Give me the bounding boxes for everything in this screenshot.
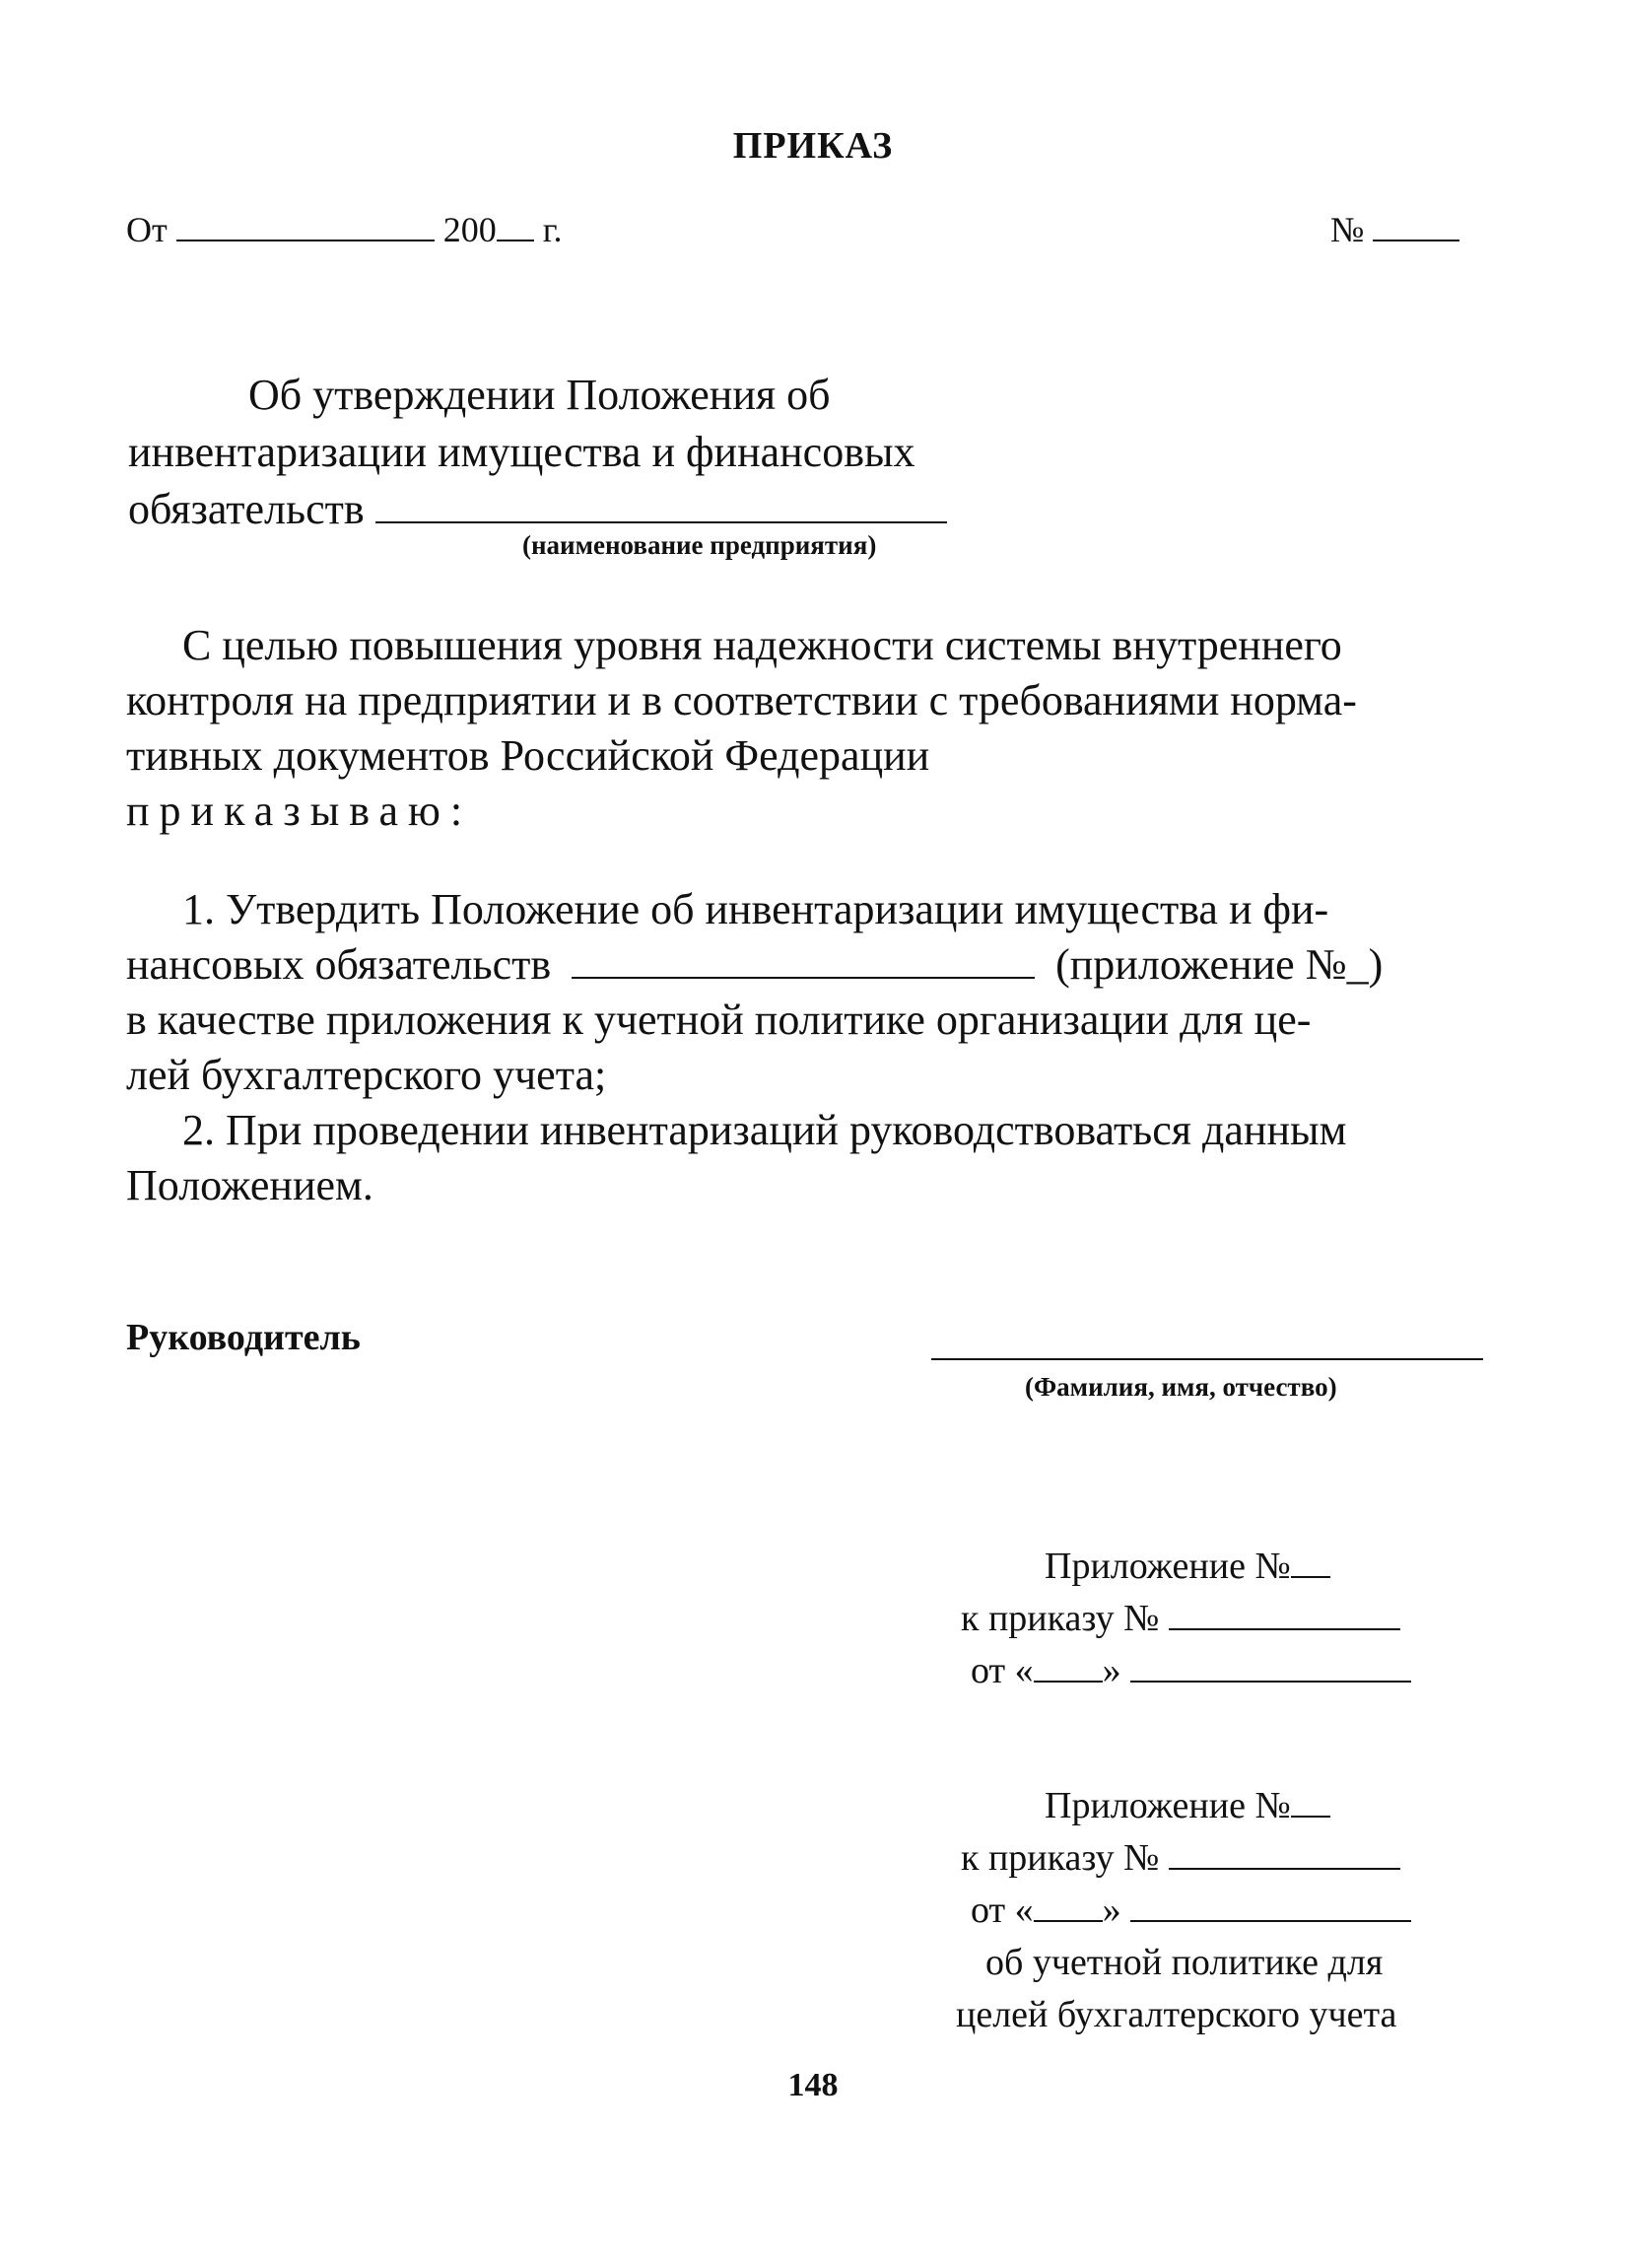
appendix1-title: Приложение № [1045, 1546, 1291, 1587]
intro-line-1: С целью повышения уровня надежности системы внутреннего [182, 621, 1342, 669]
quote-date-blank [1034, 1680, 1103, 1683]
signature-label: Руководитель [126, 1317, 361, 1358]
appendix2-date-text: от « » [971, 1890, 1121, 1931]
number-sign: № [1330, 210, 1365, 249]
appendix1-line-3 [971, 1649, 1411, 1692]
year-suffix: г. [542, 210, 563, 249]
item1-line-2-start: нансовых обязательств [126, 940, 552, 989]
order-number-line [1330, 209, 1459, 250]
appendix1-number-blank [1291, 1575, 1330, 1578]
appendix2-line-3 [971, 1889, 1411, 1932]
order-number-blank [1373, 239, 1459, 241]
appendix1-line-2 [961, 1597, 1400, 1640]
appendix2-number-blank [1291, 1815, 1330, 1818]
intro-line-2: контроля на предприятии и в соответствии с требованиями норма- [126, 676, 1357, 724]
organization-blank [375, 520, 947, 523]
document-title: ПРИКАЗ [732, 125, 894, 167]
appendix1-date-text: от « » [971, 1650, 1121, 1691]
appendix1-order-ref: к приказу № [961, 1598, 1160, 1639]
appendix2-line-5: целей бухгалтерского учета [956, 1994, 1397, 2035]
subject-line-2: инвентаризации имущества и финансовых [128, 428, 915, 476]
item1-line-3: в качестве приложения к учетной политике организации для це- [126, 996, 1312, 1044]
order-word: приказываю: [126, 787, 473, 835]
appendix2-title: Приложение № [1045, 1785, 1291, 1826]
appendix1-line-1 [1045, 1545, 1330, 1588]
intro-line-3: тивных документов Российской Федерации [126, 731, 930, 780]
item1-line-4: лей бухгалтерского учета; [126, 1051, 607, 1099]
year-text: 200 [442, 210, 497, 249]
date-blank [176, 239, 435, 241]
date-prefix: От [126, 210, 168, 249]
appendix2-line-4: об учетной политике для [985, 1942, 1384, 1983]
quote-date-blank [1034, 1919, 1103, 1922]
signature-line [931, 1358, 1483, 1360]
signature-caption: (Фамилия, имя, отчество) [1025, 1372, 1337, 1402]
subject-line-1: Об утверждении Положения об [248, 371, 831, 419]
item1-line-1: 1. Утвердить Положение об инвентаризации имущества и фи- [182, 885, 1329, 933]
page-number: 148 [787, 2067, 839, 2103]
appendix2-line-1 [1045, 1784, 1330, 1827]
date-line [126, 209, 562, 250]
appendix2-line-2 [961, 1836, 1400, 1880]
item1-blank [572, 976, 1035, 979]
appendix1-order-blank [1169, 1627, 1400, 1630]
item2-line-2: Положением. [126, 1161, 373, 1209]
subject-line-3-text: обязательств [128, 485, 365, 533]
organization-caption: (наименование предприятия) [522, 530, 877, 560]
appendix2-order-ref: к приказу № [961, 1837, 1160, 1879]
item1-line-2-end: (приложение №_) [1055, 940, 1384, 989]
appendix2-date-blank [1130, 1919, 1411, 1922]
appendix1-date-blank [1130, 1680, 1411, 1683]
appendix2-order-blank [1169, 1867, 1400, 1870]
item2-line-1: 2. При проведении инвентаризаций руководствоваться данным [182, 1106, 1347, 1154]
item1-line-2 [126, 937, 1383, 993]
year-blank [497, 239, 534, 241]
